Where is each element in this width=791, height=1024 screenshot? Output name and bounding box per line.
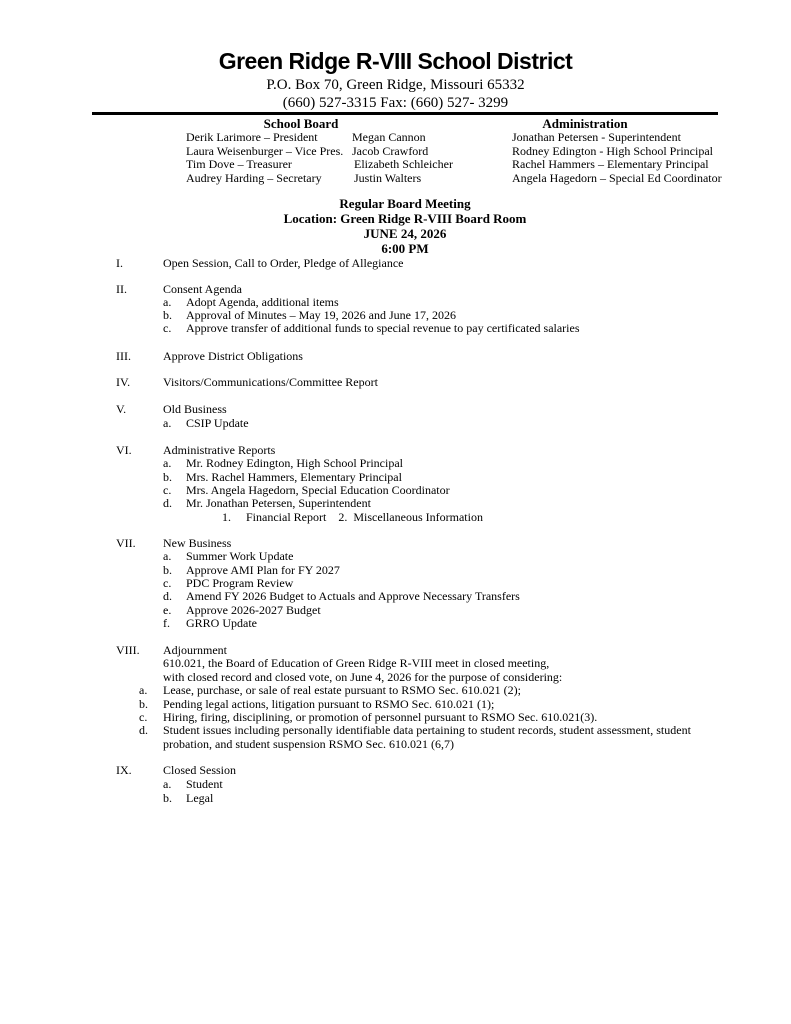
administration-staff (512, 131, 722, 185)
agenda-item: Student issues including personally identifiable data pertaining to student records, student assessment, student (163, 723, 691, 737)
administration-heading: Administration (542, 116, 628, 131)
item-letter: f. (163, 616, 170, 630)
board-officer: Derik Larimore – President (186, 130, 318, 144)
school-board-heading: School Board (263, 116, 339, 131)
item-letter: a. (163, 416, 172, 430)
agenda-item: Amend FY 2026 Budget to Actuals and Approve Necessary Transfers (186, 589, 520, 603)
agenda-item-continued: probation, and student suspension RSMO Sec. 610.021 (6,7) (163, 737, 454, 751)
agenda-subitem: 1. Financial Report 2. Miscellaneous Information (222, 510, 483, 524)
admin-staff: Angela Hagedorn – Special Ed Coordinator (512, 170, 722, 185)
agenda-item: Adopt Agenda, additional items (186, 295, 339, 309)
section-title: Approve District Obligations (163, 349, 303, 363)
agenda-item: Approval of Minutes – May 19, 2026 and June 17, 2026 (186, 308, 456, 322)
board-officers (186, 131, 343, 185)
agenda-item: Lease, purchase, or sale of real estate pursuant to RSMO Sec. 610.021 (2); (163, 683, 521, 697)
item-letter: b. (163, 791, 172, 805)
board-member: Justin Walters (354, 170, 422, 185)
item-letter: c. (163, 321, 172, 335)
section-title: Old Business (163, 402, 227, 416)
admin-staff: Rodney Edington - High School Principal (512, 143, 713, 158)
board-member: Elizabeth Schleicher (354, 157, 453, 171)
meeting-location: Location: Green Ridge R-VIII Board Room (283, 211, 527, 226)
section-title: Administrative Reports (163, 443, 276, 457)
agenda-item: PDC Program Review (186, 576, 294, 590)
meeting-time: 6:00 PM (381, 241, 429, 256)
agenda-item: Mrs. Angela Hagedorn, Special Education Coordinator (186, 483, 450, 497)
admin-staff: Jonathan Petersen - Superintendent (512, 130, 681, 144)
agenda-item: GRRO Update (186, 616, 257, 630)
agenda-item: Approve AMI Plan for FY 2027 (186, 563, 340, 577)
board-officer: Tim Dove – Treasurer (186, 157, 292, 171)
agenda-item: CSIP Update (186, 416, 249, 430)
district-phone-fax: (660) 527-3315 Fax: (660) 527- 3299 (282, 95, 509, 111)
section-number: IX. (116, 763, 132, 777)
section-number: VI. (116, 443, 132, 457)
item-letter: d. (163, 496, 172, 510)
item-letter: b. (139, 697, 148, 711)
agenda-item: Pending legal actions, litigation pursuant to RSMO Sec. 610.021 (1); (163, 697, 495, 711)
section-text: 610.021, the Board of Education of Green Ridge R-VIII meet in closed meeting, (163, 656, 550, 670)
section-title: Consent Agenda (163, 282, 242, 296)
board-member: Jacob Crawford (352, 143, 429, 158)
agenda-item: Mrs. Rachel Hammers, Elementary Principal (186, 470, 402, 484)
meeting-date: JUNE 24, 2026 (363, 226, 447, 241)
agenda-item: Approve 2026-2027 Budget (186, 603, 321, 617)
item-letter: a. (139, 683, 148, 697)
agenda-item: Mr. Rodney Edington, High School Principal (186, 456, 403, 470)
district-address: P.O. Box 70, Green Ridge, Missouri 65332 (266, 77, 525, 93)
item-letter: c. (163, 483, 172, 497)
item-letter: d. (139, 723, 148, 737)
agenda-item: Legal (186, 791, 214, 805)
section-number: V. (116, 402, 127, 416)
item-letter: b. (163, 470, 172, 484)
board-members (352, 131, 453, 185)
section-number: VIII. (116, 643, 140, 657)
item-letter: a. (163, 456, 172, 470)
item-letter: b. (163, 563, 172, 577)
section-title: Open Session, Call to Order, Pledge of Allegiance (163, 256, 404, 270)
header-divider (92, 112, 718, 115)
board-officer: Audrey Harding – Secretary (186, 170, 322, 185)
section-text: with closed record and closed vote, on June 4, 2026 for the purpose of considering: (163, 670, 563, 684)
item-letter: a. (163, 295, 172, 309)
agenda-item: Mr. Jonathan Petersen, Superintendent (186, 496, 371, 510)
section-number: II. (116, 282, 127, 296)
section-title: New Business (163, 536, 232, 550)
board-member: Megan Cannon (352, 130, 426, 144)
agenda-item: Hiring, firing, disciplining, or promotion of personnel pursuant to RSMO Sec. 610.021(3). (163, 710, 598, 724)
item-letter: b. (163, 308, 172, 322)
section-number: IV. (116, 375, 131, 389)
district-name: Green Ridge R-VIII School District (218, 48, 573, 74)
board-officer: Laura Weisenburger – Vice Pres. (186, 143, 344, 158)
meeting-title: Regular Board Meeting (339, 196, 471, 211)
item-letter: c. (139, 710, 148, 724)
section-number: III. (116, 349, 131, 363)
item-letter: e. (163, 603, 172, 617)
section-number: VII. (116, 536, 136, 550)
section-title: Visitors/Communications/Committee Report (163, 375, 378, 389)
agenda-item: Summer Work Update (186, 549, 294, 563)
agenda-item: Approve transfer of additional funds to special revenue to pay certificated salaries (186, 321, 580, 335)
item-letter: a. (163, 549, 172, 563)
item-letter: c. (163, 576, 172, 590)
item-letter: a. (163, 777, 172, 791)
item-letter: d. (163, 589, 172, 603)
section-title: Adjournment (163, 643, 227, 657)
admin-staff: Rachel Hammers – Elementary Principal (512, 157, 709, 171)
section-number: I. (116, 256, 123, 270)
agenda-item: Student (186, 777, 223, 791)
section-title: Closed Session (163, 763, 237, 777)
